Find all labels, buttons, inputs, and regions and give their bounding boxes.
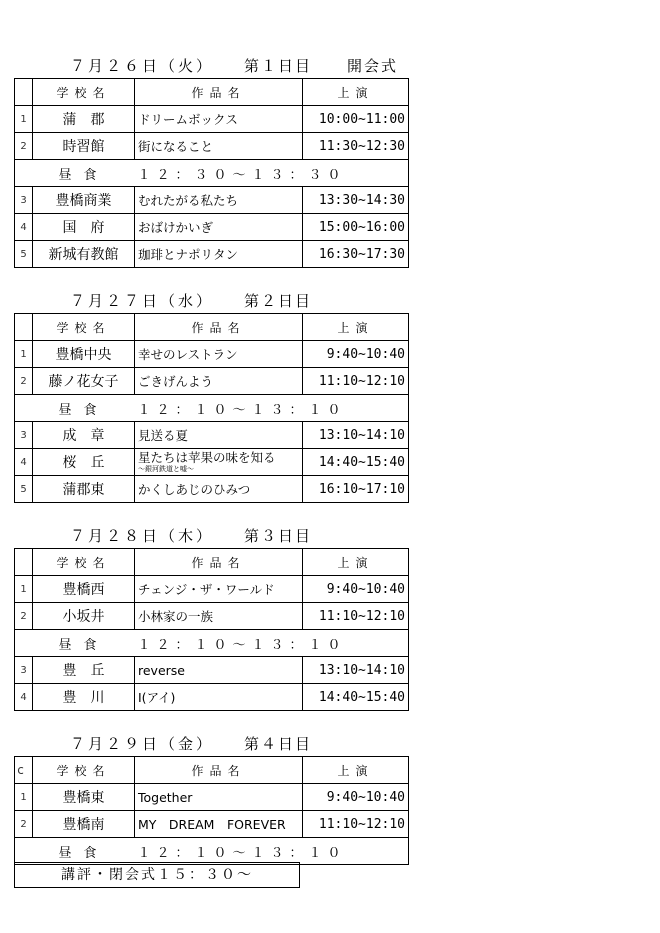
lunch-label: 昼食 bbox=[33, 838, 135, 865]
performance-time: 11:10~12:10 bbox=[303, 368, 409, 395]
performance-time: 15:00~16:00 bbox=[303, 214, 409, 241]
day-3-section bbox=[14, 524, 409, 711]
row-number: 3 bbox=[15, 422, 33, 449]
work-title: ドリームボックス bbox=[135, 106, 303, 133]
table-row bbox=[15, 368, 409, 395]
lunch-label: 昼食 bbox=[33, 630, 135, 657]
header-mark bbox=[15, 549, 33, 576]
performance-time: 11:10~12:10 bbox=[303, 811, 409, 838]
school-name: 小坂井 bbox=[33, 603, 135, 630]
school-name: 豊橋西 bbox=[33, 576, 135, 603]
schedule-table bbox=[14, 78, 409, 268]
performance-time: 14:40~15:40 bbox=[303, 449, 409, 476]
row-number: 4 bbox=[15, 214, 33, 241]
header-mark: c bbox=[15, 757, 33, 784]
school-name: 蒲 郡 bbox=[33, 106, 135, 133]
day-4-section bbox=[14, 732, 409, 865]
lunch-row bbox=[15, 395, 409, 422]
table-row bbox=[15, 657, 409, 684]
day-header bbox=[14, 289, 409, 313]
row-number: 2 bbox=[15, 811, 33, 838]
work-title: 珈琲とナポリタン bbox=[135, 241, 303, 268]
schedule-table bbox=[14, 756, 409, 865]
row-number: 2 bbox=[15, 133, 33, 160]
school-name: 蒲郡東 bbox=[33, 476, 135, 503]
day-header bbox=[14, 524, 409, 548]
lunch-label: 昼食 bbox=[33, 395, 135, 422]
performance-time: 13:10~14:10 bbox=[303, 657, 409, 684]
performance-time: 13:10~14:10 bbox=[303, 422, 409, 449]
performance-time: 9:40~10:40 bbox=[303, 341, 409, 368]
work-title: 幸せのレストラン bbox=[135, 341, 303, 368]
day-header bbox=[14, 54, 409, 78]
header-school: 学校名 bbox=[33, 549, 135, 576]
lunch-spacer bbox=[15, 395, 33, 422]
table-row bbox=[15, 603, 409, 630]
table-header-row bbox=[15, 757, 409, 784]
table-row bbox=[15, 811, 409, 838]
table-row bbox=[15, 187, 409, 214]
table-row bbox=[15, 241, 409, 268]
table-row bbox=[15, 684, 409, 711]
table-header-row bbox=[15, 79, 409, 106]
lunch-time: １２：３０～１３：３０ bbox=[135, 160, 409, 187]
school-name: 時習館 bbox=[33, 133, 135, 160]
work-title: むれたがる私たち bbox=[135, 187, 303, 214]
performance-time: 9:40~10:40 bbox=[303, 576, 409, 603]
lunch-time: １２：１０～１３：１０ bbox=[135, 838, 409, 865]
performance-time: 11:10~12:10 bbox=[303, 603, 409, 630]
table-row bbox=[15, 784, 409, 811]
day-header bbox=[14, 732, 409, 756]
lunch-time: １２：１０～１３：１０ bbox=[135, 395, 409, 422]
performance-time: 16:10~17:10 bbox=[303, 476, 409, 503]
lunch-row bbox=[15, 630, 409, 657]
table-row bbox=[15, 476, 409, 503]
header-work: 作品名 bbox=[135, 79, 303, 106]
lunch-time: １２：１０～１３：１０ bbox=[135, 630, 409, 657]
day-2-section bbox=[14, 289, 409, 503]
table-row bbox=[15, 341, 409, 368]
work-title: かくしあじのひみつ bbox=[135, 476, 303, 503]
header-time: 上演 bbox=[303, 314, 409, 341]
school-name: 豊橋商業 bbox=[33, 187, 135, 214]
header-work: 作品名 bbox=[135, 549, 303, 576]
work-title: 街になること bbox=[135, 133, 303, 160]
table-header-row bbox=[15, 549, 409, 576]
table-header-row bbox=[15, 314, 409, 341]
header-school: 学校名 bbox=[33, 79, 135, 106]
work-title: I(アイ) bbox=[135, 684, 303, 711]
closing-ceremony-box: 講評・閉会式１５：３０～ bbox=[14, 862, 300, 888]
header-time: 上演 bbox=[303, 549, 409, 576]
work-title: 小林家の一族 bbox=[135, 603, 303, 630]
school-name: 豊橋東 bbox=[33, 784, 135, 811]
row-number: 1 bbox=[15, 784, 33, 811]
row-number: 1 bbox=[15, 341, 33, 368]
table-row bbox=[15, 449, 409, 476]
row-number: 2 bbox=[15, 368, 33, 395]
performance-time: 16:30~17:30 bbox=[303, 241, 409, 268]
row-number: 2 bbox=[15, 603, 33, 630]
day-number: 第１日目 bbox=[244, 57, 313, 75]
school-name: 成 章 bbox=[33, 422, 135, 449]
lunch-row bbox=[15, 160, 409, 187]
work-subtitle: ～銀河鉄道と嘘～ bbox=[138, 465, 194, 473]
work-title: 星たちは苹果の味を知る bbox=[138, 450, 276, 465]
day-number: 第３日目 bbox=[244, 527, 313, 545]
row-number: 3 bbox=[15, 657, 33, 684]
work-title: チェンジ・ザ・ワールド bbox=[135, 576, 303, 603]
schedule-table bbox=[14, 313, 409, 503]
school-name: 国 府 bbox=[33, 214, 135, 241]
work-title: Together bbox=[135, 784, 303, 811]
work-title-cell bbox=[135, 449, 303, 476]
day-number: 第４日目 bbox=[244, 735, 313, 753]
row-number: 5 bbox=[15, 241, 33, 268]
header-school: 学校名 bbox=[33, 314, 135, 341]
performance-time: 10:00~11:00 bbox=[303, 106, 409, 133]
lunch-spacer bbox=[15, 630, 33, 657]
header-time: 上演 bbox=[303, 757, 409, 784]
day-1-section bbox=[14, 54, 409, 268]
day-date: ７月２６日（火） bbox=[70, 57, 215, 75]
work-title: reverse bbox=[135, 657, 303, 684]
table-row bbox=[15, 214, 409, 241]
lunch-row bbox=[15, 838, 409, 865]
work-title: おばけかいぎ bbox=[135, 214, 303, 241]
row-number: 1 bbox=[15, 576, 33, 603]
day-number: 第２日目 bbox=[244, 292, 313, 310]
table-row bbox=[15, 422, 409, 449]
performance-time: 11:30~12:30 bbox=[303, 133, 409, 160]
school-name: 豊 丘 bbox=[33, 657, 135, 684]
row-number: 5 bbox=[15, 476, 33, 503]
work-title: 見送る夏 bbox=[135, 422, 303, 449]
table-row bbox=[15, 576, 409, 603]
work-title: ごきげんよう bbox=[135, 368, 303, 395]
performance-time: 13:30~14:30 bbox=[303, 187, 409, 214]
opening-ceremony-label: 開会式 bbox=[347, 57, 399, 75]
row-number: 4 bbox=[15, 449, 33, 476]
header-mark bbox=[15, 314, 33, 341]
row-number: 4 bbox=[15, 684, 33, 711]
lunch-label: 昼食 bbox=[33, 160, 135, 187]
school-name: 新城有教館 bbox=[33, 241, 135, 268]
header-mark bbox=[15, 79, 33, 106]
header-time: 上演 bbox=[303, 79, 409, 106]
school-name: 藤ノ花女子 bbox=[33, 368, 135, 395]
row-number: 3 bbox=[15, 187, 33, 214]
table-row bbox=[15, 133, 409, 160]
schedule-table bbox=[14, 548, 409, 711]
performance-time: 14:40~15:40 bbox=[303, 684, 409, 711]
performance-time: 9:40~10:40 bbox=[303, 784, 409, 811]
lunch-spacer bbox=[15, 838, 33, 865]
table-row bbox=[15, 106, 409, 133]
day-date: ７月２８日（木） bbox=[70, 527, 215, 545]
row-number: 1 bbox=[15, 106, 33, 133]
day-date: ７月２７日（水） bbox=[70, 292, 215, 310]
header-school: 学校名 bbox=[33, 757, 135, 784]
work-title: MY DREAM FOREVER bbox=[135, 811, 303, 838]
lunch-spacer bbox=[15, 160, 33, 187]
day-date: ７月２９日（金） bbox=[70, 735, 215, 753]
header-work: 作品名 bbox=[135, 757, 303, 784]
school-name: 豊橋南 bbox=[33, 811, 135, 838]
school-name: 豊橋中央 bbox=[33, 341, 135, 368]
header-work: 作品名 bbox=[135, 314, 303, 341]
school-name: 桜 丘 bbox=[33, 449, 135, 476]
school-name: 豊 川 bbox=[33, 684, 135, 711]
